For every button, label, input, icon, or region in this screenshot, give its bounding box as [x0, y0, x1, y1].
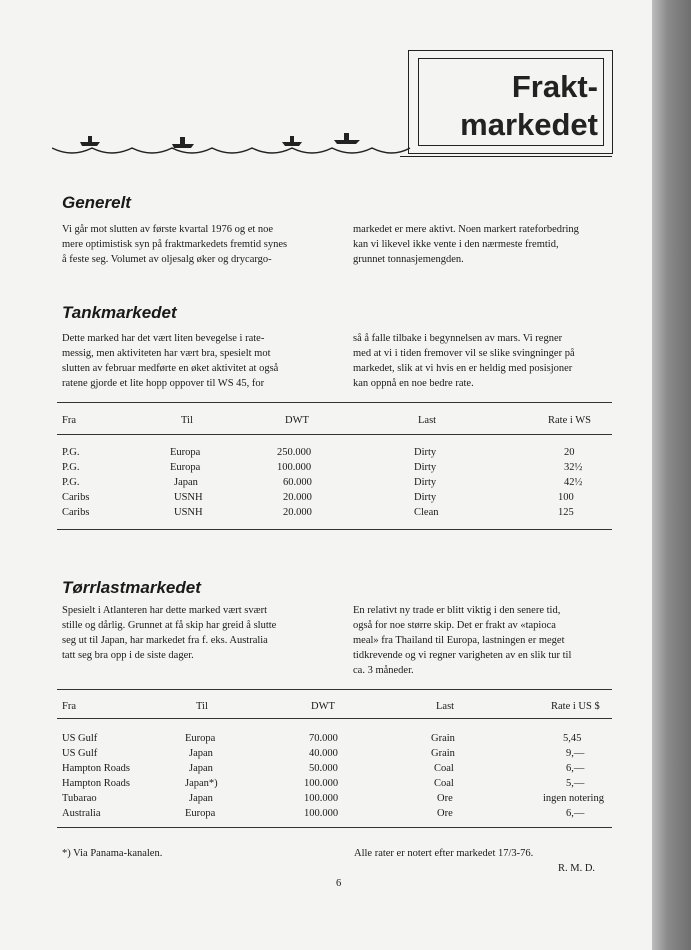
dry-left-column: [62, 603, 327, 663]
text-line: slutten av februar medførte en øket aktivitet at også: [62, 363, 279, 374]
table-cell: 50.000: [309, 763, 338, 774]
table-cell: 100: [558, 492, 574, 503]
table-cell: Dirty: [414, 447, 437, 458]
table-cell: Dirty: [414, 492, 437, 503]
rates-note: Alle rater er notert efter markedet 17/3-76.: [354, 848, 534, 859]
table-cell: Hampton Roads: [62, 763, 130, 774]
author-signature: R. M. D.: [558, 863, 596, 874]
heading-tankmarkedet: Tankmarkedet: [62, 303, 177, 322]
generelt-right-column: [353, 222, 611, 267]
table-cell: P.G.: [62, 462, 80, 473]
text-line: markedet, slik at vi hvis en er heldig med posisjoner: [353, 363, 573, 374]
table-cell: Coal: [434, 763, 454, 774]
text-line: messig, men aktiviteten har vært bra, spesielt mot: [62, 348, 271, 359]
text-line: markedet er mere aktivt. Noen markert rateforbedring: [353, 224, 579, 235]
table-cell: 20.000: [283, 507, 312, 518]
table-cell: Tubarao: [62, 793, 97, 804]
table-cell: 125: [558, 507, 574, 518]
table-cell: P.G.: [62, 447, 80, 458]
col-header-fra: Fra: [62, 415, 76, 426]
text-line: også for noe større skip. Det er frakt av «tapioca: [353, 620, 556, 631]
table-cell: USNH: [174, 492, 203, 503]
table-cell: US Gulf: [62, 733, 98, 744]
table-cell: Japan: [189, 793, 213, 804]
heading-torrlastmarkedet: Tørrlastmarkedet: [62, 578, 201, 597]
title-line-2: markedet: [460, 107, 598, 142]
table-cell: Clean: [414, 507, 439, 518]
text-line: stille og dårlig. Grunnet at få skip har greid å slutte: [62, 620, 277, 631]
text-line: tidkrevende og vi regner varigheten av en slik tur til: [353, 650, 572, 661]
col-header-rate: Rate i US $: [551, 701, 600, 712]
table-cell: P.G.: [62, 477, 80, 488]
generelt-left-column: [62, 222, 327, 267]
col-header-til: Til: [181, 415, 193, 426]
table-cell: 40.000: [309, 748, 338, 759]
text-line: Spesielt i Atlanteren har dette marked vært svært: [62, 605, 267, 616]
table-cell: Caribs: [62, 492, 90, 503]
table-cell: Ore: [437, 808, 453, 819]
tank-right-column: [353, 331, 611, 391]
text-line: tatt seg bra opp i de siste dager.: [62, 650, 194, 661]
text-line: Dette marked har det vært liten bevegelse i rate-: [62, 333, 265, 344]
table-cell: Grain: [431, 733, 455, 744]
text-line: mere optimistisk syn på fraktmarkedets fremtid synes: [62, 239, 288, 250]
table-cell: 5,—: [566, 778, 585, 789]
text-line: å feste seg. Volumet av oljesalg øker og drycargo-: [62, 254, 272, 265]
table-cell: Japan: [189, 763, 213, 774]
col-header-dwt: DWT: [285, 415, 309, 426]
col-header-fra: Fra: [62, 701, 76, 712]
table-cell: Japan: [174, 477, 198, 488]
table-cell: Australia: [62, 808, 101, 819]
table-cell: Dirty: [414, 462, 437, 473]
table-cell: USNH: [174, 507, 203, 518]
header-rule: [400, 156, 612, 157]
table-cell: 5,45: [563, 733, 582, 744]
text-line: ca. 3 måneder.: [353, 665, 414, 676]
table-cell: 20: [564, 447, 575, 458]
table-cell: 42½: [564, 477, 583, 488]
table-cell: 32½: [564, 462, 583, 473]
table-cell: 6,—: [566, 808, 585, 819]
table-cell: Europa: [170, 447, 201, 458]
table-cell: Europa: [185, 733, 216, 744]
text-line: kan vi likevel ikke vente i den nærmeste fremtid,: [353, 239, 559, 250]
book-spine: [652, 0, 691, 950]
table-cell: 6,—: [566, 763, 585, 774]
col-header-til: Til: [196, 701, 208, 712]
ships-on-waves-illustration: [52, 120, 412, 160]
table-cell: US Gulf: [62, 748, 98, 759]
col-header-last: Last: [436, 701, 455, 712]
table-cell: Coal: [434, 778, 454, 789]
table-cell: 250.000: [277, 447, 312, 458]
text-line: En relativt ny trade er blitt viktig i den senere tid,: [353, 605, 561, 616]
text-line: så å falle tilbake i begynnelsen av mars. Vi regner: [353, 333, 563, 344]
text-line: med at vi i tiden fremover vil se slike svingninger på: [353, 348, 575, 359]
table-cell: Japan*): [185, 778, 218, 789]
page-title: [418, 68, 598, 144]
table-cell: Europa: [185, 808, 216, 819]
col-header-last: Last: [418, 415, 437, 426]
heading-generelt: Generelt: [62, 193, 131, 212]
table-cell: Caribs: [62, 507, 90, 518]
title-line-1: Frakt-: [511, 69, 598, 104]
table-cell: Grain: [431, 748, 455, 759]
table-cell: 20.000: [283, 492, 312, 503]
table-cell: Hampton Roads: [62, 778, 130, 789]
table-cell: Dirty: [414, 477, 437, 488]
col-header-dwt: DWT: [311, 701, 335, 712]
table-cell: 9,—: [566, 748, 585, 759]
text-line: kan oppnå en noe bedre rate.: [353, 378, 474, 389]
table-rule: [57, 529, 612, 530]
col-header-rate: Rate i WS: [548, 415, 591, 426]
text-line: ratene gjorde et lite hopp oppover til WS 45, for: [62, 378, 265, 389]
table-cell: 100.000: [277, 462, 312, 473]
table-cell: 100.000: [304, 793, 339, 804]
table-cell: 100.000: [304, 778, 339, 789]
table-cell: Ore: [437, 793, 453, 804]
text-line: Vi går mot slutten av første kvartal 1976 og et noe: [62, 224, 274, 235]
table-rule: [57, 402, 612, 403]
table-rule: [57, 827, 612, 828]
text-line: meal» fra Thailand til Europa, lastningen er meget: [353, 635, 565, 646]
footnote: *) Via Panama-kanalen.: [62, 848, 163, 859]
dry-right-column: [353, 603, 611, 678]
page-number: 6: [336, 878, 342, 889]
table-cell: Europa: [170, 462, 201, 473]
text-line: seg ut til Japan, har markedet fra f. eks. Australia: [62, 635, 268, 646]
text-line: grunnet tonnasjemengden.: [353, 254, 464, 265]
table-cell: 100.000: [304, 808, 339, 819]
table-rule: [57, 689, 612, 690]
table-cell: 60.000: [283, 477, 312, 488]
table-cell: ingen notering: [543, 793, 604, 804]
tank-left-column: [62, 331, 327, 391]
table-cell: Japan: [189, 748, 213, 759]
table-rule: [57, 718, 612, 719]
table-cell: 70.000: [309, 733, 338, 744]
table-rule: [57, 434, 612, 435]
